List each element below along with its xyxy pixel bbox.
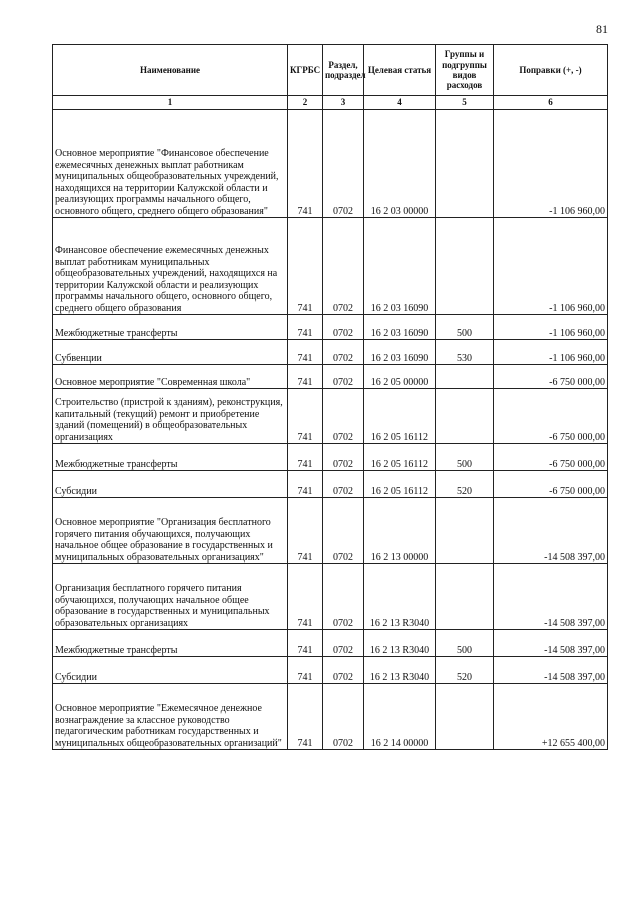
row-name: Финансовое обеспечение ежемесячных денежных выплат работникам муниципальных общеобразовательных учреждений, находящихся на территории Калужской области и реализующих программы начального общего, основного общего, среднего общего образования <box>53 218 288 315</box>
table-row <box>53 315 608 340</box>
row-amount: -6 750 000,00 <box>494 365 608 389</box>
budget-table <box>52 44 608 750</box>
row-name: Субвенции <box>53 340 288 365</box>
row-amount: -14 508 397,00 <box>494 630 608 657</box>
row-target: 16 2 05 16112 <box>364 444 436 471</box>
row-target: 16 2 03 16090 <box>364 218 436 315</box>
row-group <box>436 365 494 389</box>
row-name: Субсидии <box>53 657 288 684</box>
row-group <box>436 110 494 218</box>
row-kgrbs: 741 <box>288 315 323 340</box>
row-kgrbs: 741 <box>288 365 323 389</box>
row-amount: -1 106 960,00 <box>494 315 608 340</box>
row-kgrbs: 741 <box>288 564 323 630</box>
row-name: Основное мероприятие "Ежемесячное денежное вознаграждение за классное руководство педагогическим работникам государственных и муниципальных общеобразовательных организаций" <box>53 684 288 750</box>
row-section: 0702 <box>323 389 364 444</box>
row-group <box>436 684 494 750</box>
row-section: 0702 <box>323 657 364 684</box>
row-target: 16 2 05 16112 <box>364 471 436 498</box>
row-section: 0702 <box>323 630 364 657</box>
column-number: 4 <box>364 96 436 110</box>
row-kgrbs: 741 <box>288 218 323 315</box>
row-target: 16 2 13 R3040 <box>364 630 436 657</box>
row-kgrbs: 741 <box>288 684 323 750</box>
table-row <box>53 365 608 389</box>
row-name: Межбюджетные трансферты <box>53 630 288 657</box>
column-number: 6 <box>494 96 608 110</box>
row-kgrbs: 741 <box>288 498 323 564</box>
row-kgrbs: 741 <box>288 657 323 684</box>
row-group <box>436 389 494 444</box>
row-section: 0702 <box>323 365 364 389</box>
table-row <box>53 110 608 218</box>
row-section: 0702 <box>323 444 364 471</box>
row-group <box>436 564 494 630</box>
column-number: 3 <box>323 96 364 110</box>
row-kgrbs: 741 <box>288 471 323 498</box>
row-section: 0702 <box>323 684 364 750</box>
table-row <box>53 471 608 498</box>
row-group: 500 <box>436 444 494 471</box>
row-amount: -6 750 000,00 <box>494 444 608 471</box>
row-section: 0702 <box>323 218 364 315</box>
row-amount: +12 655 400,00 <box>494 684 608 750</box>
row-target: 16 2 13 R3040 <box>364 657 436 684</box>
row-target: 16 2 14 00000 <box>364 684 436 750</box>
row-kgrbs: 741 <box>288 110 323 218</box>
row-target: 16 2 03 00000 <box>364 110 436 218</box>
row-target: 16 2 05 16112 <box>364 389 436 444</box>
header-target: Целевая статья <box>364 45 436 96</box>
header-kgrbs: КГРБС <box>288 45 323 96</box>
table-row <box>53 684 608 750</box>
table-row <box>53 218 608 315</box>
row-section: 0702 <box>323 471 364 498</box>
row-section: 0702 <box>323 498 364 564</box>
row-name: Межбюджетные трансферты <box>53 315 288 340</box>
table-row <box>53 444 608 471</box>
row-kgrbs: 741 <box>288 444 323 471</box>
row-group: 530 <box>436 340 494 365</box>
row-name: Основное мероприятие "Финансовое обеспечение ежемесячных денежных выплат работникам муниципальных общеобразовательных учреждений, находящихся на территории Калужской области и реализующих программы начального общего, основного общего, среднего общего образования" <box>53 110 288 218</box>
row-target: 16 2 13 R3040 <box>364 564 436 630</box>
row-group: 520 <box>436 471 494 498</box>
header-amount: Поправки (+, -) <box>494 45 608 96</box>
row-section: 0702 <box>323 564 364 630</box>
row-name: Организация бесплатного горячего питания обучающихся, получающих начальное общее образование в государственных и муниципальных образовательных организациях <box>53 564 288 630</box>
row-group <box>436 498 494 564</box>
table-row <box>53 657 608 684</box>
row-section: 0702 <box>323 340 364 365</box>
row-section: 0702 <box>323 110 364 218</box>
row-amount: -6 750 000,00 <box>494 471 608 498</box>
row-name: Межбюджетные трансферты <box>53 444 288 471</box>
row-name: Субсидии <box>53 471 288 498</box>
column-number: 5 <box>436 96 494 110</box>
row-kgrbs: 741 <box>288 630 323 657</box>
row-kgrbs: 741 <box>288 389 323 444</box>
column-number-row <box>53 96 608 110</box>
header-name: Наименование <box>53 45 288 96</box>
row-amount: -14 508 397,00 <box>494 564 608 630</box>
column-number: 2 <box>288 96 323 110</box>
header-section: Раздел, подраздел <box>323 45 364 96</box>
row-amount: -1 106 960,00 <box>494 218 608 315</box>
row-amount: -1 106 960,00 <box>494 110 608 218</box>
row-kgrbs: 741 <box>288 340 323 365</box>
row-group: 500 <box>436 630 494 657</box>
row-section: 0702 <box>323 315 364 340</box>
row-group: 520 <box>436 657 494 684</box>
row-amount: -14 508 397,00 <box>494 498 608 564</box>
row-target: 16 2 13 00000 <box>364 498 436 564</box>
table-row <box>53 340 608 365</box>
column-number: 1 <box>53 96 288 110</box>
row-amount: -6 750 000,00 <box>494 389 608 444</box>
table-row <box>53 630 608 657</box>
row-amount: -1 106 960,00 <box>494 340 608 365</box>
row-amount: -14 508 397,00 <box>494 657 608 684</box>
table-row <box>53 498 608 564</box>
row-name: Строительство (пристрой к зданиям), реконструкция, капитальный (текущий) ремонт и приобретение зданий (помещений) в общеобразовательных организациях <box>53 389 288 444</box>
table-row <box>53 564 608 630</box>
header-group: Группы и подгруппы видов расходов <box>436 45 494 96</box>
page-number: 81 <box>596 22 608 36</box>
header-row <box>53 45 608 96</box>
row-target: 16 2 05 00000 <box>364 365 436 389</box>
row-target: 16 2 03 16090 <box>364 315 436 340</box>
row-group: 500 <box>436 315 494 340</box>
row-target: 16 2 03 16090 <box>364 340 436 365</box>
table-row <box>53 389 608 444</box>
row-group <box>436 218 494 315</box>
row-name: Основное мероприятие "Современная школа" <box>53 365 288 389</box>
row-name: Основное мероприятие "Организация бесплатного горячего питания обучающихся, получающих начальное общее образование в государственных и муниципальных образовательных организациях" <box>53 498 288 564</box>
